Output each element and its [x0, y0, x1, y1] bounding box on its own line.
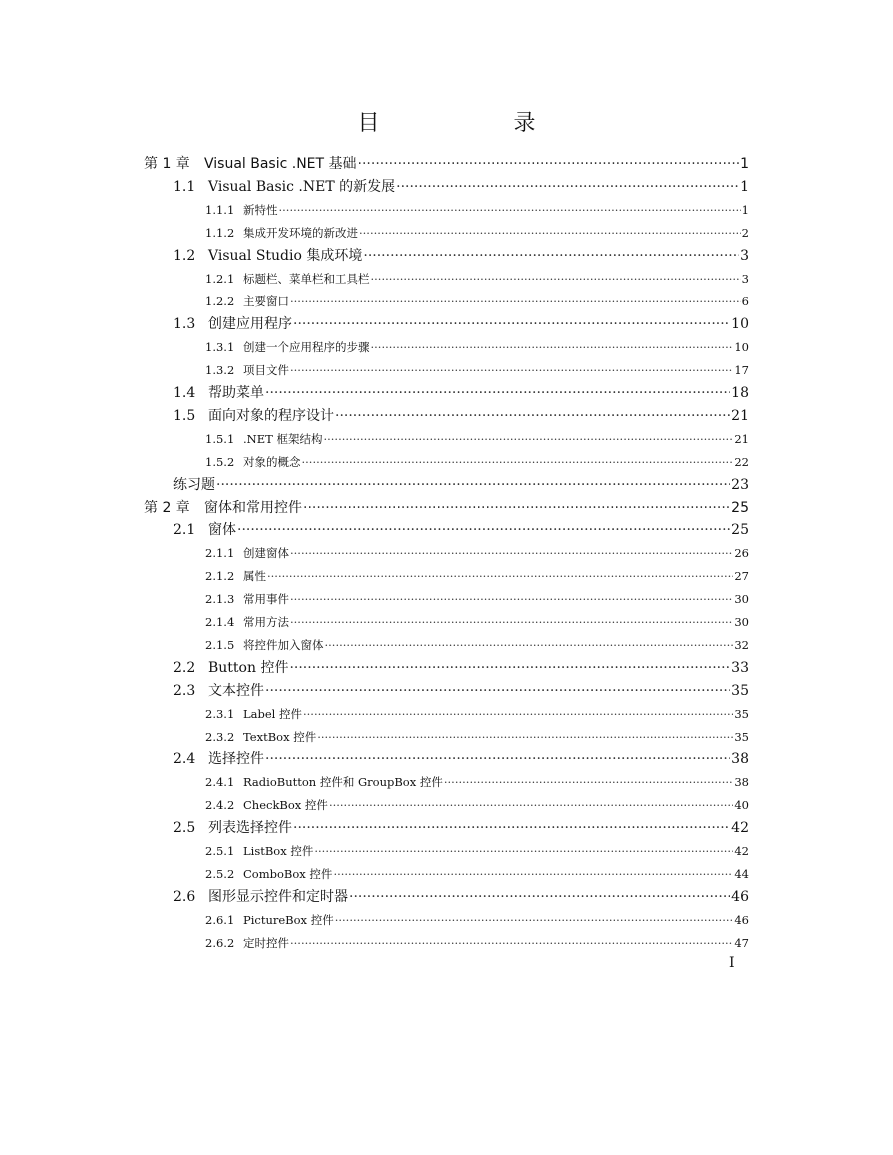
toc-entry-title: 创建窗体: [243, 546, 289, 561]
toc-dot-leader: [363, 245, 739, 268]
toc-entry-title: ListBox 控件: [243, 844, 314, 858]
toc-entry-page-number: 6: [741, 294, 749, 309]
toc-entry-title: 创建应用程序: [208, 316, 292, 333]
toc-entry-title: 帮助菜单: [208, 385, 264, 401]
toc-dot-leader: [335, 405, 730, 428]
toc-entry[interactable]: [173, 245, 749, 268]
toc-dot-leader: [290, 542, 733, 565]
toc-entry-title: PictureBox 控件: [243, 912, 334, 927]
toc-dot-leader: [279, 199, 741, 222]
toc-entry-page-number: 10: [731, 316, 749, 333]
toc-entry[interactable]: [205, 268, 749, 291]
toc-entry-number: 2.5.1: [205, 844, 235, 858]
toc-entry-title: TextBox 控件: [243, 729, 317, 744]
page-folio: I: [729, 955, 735, 971]
toc-dot-leader: [293, 817, 730, 840]
toc-entry-page-number: 1: [741, 202, 749, 217]
toc-entry-number: 1.5.2: [205, 454, 235, 469]
toc-dot-leader: [303, 497, 730, 520]
toc-entry-number: 2.1.1: [205, 546, 235, 561]
toc-entry-page-number: 35: [731, 682, 749, 699]
toc-entry-title: ComboBox 控件: [243, 866, 333, 881]
toc-entry-number: 2.5.2: [205, 866, 235, 881]
toc-entry-page-number: 25: [731, 522, 749, 539]
toc-dot-leader: [290, 611, 733, 634]
toc-entry-number: 1.1: [173, 178, 196, 195]
toc-entry-page-number: 22: [734, 454, 749, 469]
toc-entry[interactable]: [173, 474, 749, 497]
toc-entry[interactable]: [205, 565, 749, 588]
toc-entry-title: 将控件加入窗体: [243, 637, 324, 652]
toc-entry-title: 选择控件: [208, 751, 264, 768]
toc-entry-number: 2.6.2: [205, 935, 235, 950]
toc-entry-number: 2.3.1: [205, 706, 235, 721]
toc-entry-page-number: 10: [734, 340, 749, 355]
toc-entry-title: 常用事件: [243, 592, 289, 607]
toc-entry-page-number: 17: [734, 363, 749, 378]
toc-entry-page-number: 1: [740, 156, 749, 172]
toc-entry[interactable]: [205, 726, 749, 749]
toc-entry-page-number: 3: [740, 247, 749, 264]
toc-entry-page-number: 38: [731, 751, 749, 768]
toc-dot-leader: [293, 313, 730, 336]
toc-entry-number: 2.2: [173, 659, 196, 676]
toc-entry-number: 第 2 章: [144, 499, 190, 516]
toc-entry-title: .NET 框架结构: [243, 431, 323, 446]
toc-entry-page-number: 21: [734, 431, 749, 446]
toc-entry[interactable]: [173, 657, 749, 680]
toc-entry-title: Button 控件: [208, 659, 289, 676]
toc-dot-leader: [267, 565, 733, 588]
toc-entry-page-number: 35: [734, 706, 749, 721]
toc-entry-title: 练习题: [173, 476, 215, 493]
toc-entry[interactable]: [173, 405, 749, 428]
toc-entry-title: 面向对象的程序设计: [208, 407, 334, 424]
toc-entry-title: RadioButton 控件和 GroupBox 控件: [243, 775, 443, 790]
toc-entry-number: 2.1: [173, 522, 196, 539]
toc-entry-title: CheckBox 控件: [243, 798, 328, 813]
toc-dot-leader: [371, 268, 741, 291]
toc-entry-page-number: 21: [731, 407, 749, 424]
toc-entry-number: 1.1.2: [205, 225, 235, 240]
toc-entry-number: 1.2: [173, 247, 196, 264]
toc-dot-leader: [444, 771, 733, 794]
toc-entry[interactable]: [173, 817, 749, 840]
toc-entry[interactable]: [205, 336, 749, 359]
toc-entry[interactable]: [205, 909, 749, 932]
toc-dot-leader: [349, 886, 730, 909]
toc-entry-title: 标题栏、菜单栏和工具栏: [243, 271, 370, 286]
toc-entry-number: 2.4: [173, 751, 196, 768]
toc-entry-page-number: 30: [734, 592, 749, 607]
toc-dot-leader: [396, 176, 739, 199]
toc-entry[interactable]: [205, 359, 749, 382]
toc-entry-page-number: 18: [731, 385, 749, 401]
toc-entry[interactable]: [173, 382, 749, 405]
toc-dot-leader: [323, 428, 733, 451]
toc-entry-number: 2.1.3: [205, 592, 235, 607]
toc-entry-page-number: 46: [731, 888, 749, 905]
toc-entry[interactable]: [173, 176, 749, 199]
toc-entry-title: 窗体: [208, 522, 236, 539]
toc-entry-page-number: 38: [734, 775, 749, 790]
toc-entry[interactable]: [205, 588, 749, 611]
toc-entry[interactable]: [205, 703, 749, 726]
toc-entry[interactable]: [205, 290, 749, 313]
toc-dot-leader: [290, 932, 733, 955]
toc-entry-page-number: 42: [731, 820, 749, 837]
toc-entry[interactable]: [173, 519, 749, 542]
toc-entry-page-number: 23: [731, 476, 749, 493]
toc-entry-page-number: 44: [734, 866, 749, 881]
toc-dot-leader: [371, 336, 734, 359]
toc-entry[interactable]: [144, 153, 749, 176]
toc-entry-page-number: 33: [731, 659, 749, 676]
toc-dot-leader: [289, 657, 730, 680]
toc-entry-page-number: 27: [734, 569, 749, 584]
toc-dot-leader: [290, 290, 741, 313]
toc-entry-number: 1.3.1: [205, 340, 235, 355]
toc-dot-leader: [290, 359, 733, 382]
toc-entry-page-number: 35: [734, 729, 749, 744]
toc-dot-leader: [303, 703, 733, 726]
toc-entry-number: 2.3: [173, 682, 196, 699]
toc-dot-leader: [265, 680, 730, 703]
toc-entry-title: 定时控件: [243, 935, 289, 950]
toc-entry[interactable]: [205, 840, 749, 863]
toc-entry-page-number: 30: [734, 615, 749, 629]
toc-dot-leader: [317, 726, 733, 749]
toc-entry[interactable]: [205, 451, 749, 474]
toc-entry[interactable]: [173, 748, 749, 771]
toc-entry-title: 对象的概念: [243, 454, 301, 469]
toc-entry-number: 1.3.2: [205, 363, 235, 378]
toc-dot-leader: [216, 474, 730, 497]
toc-entry-page-number: 26: [734, 546, 749, 561]
toc-entry-title: 项目文件: [243, 363, 289, 378]
toc-entry-page-number: 42: [734, 844, 749, 858]
toc-entry-title: 创建一个应用程序的步骤: [243, 340, 370, 355]
toc-dot-leader: [329, 794, 733, 817]
toc-entry-page-number: 32: [734, 637, 749, 652]
toc-entry-page-number: 2: [741, 225, 749, 240]
toc-entry-number: 2.4.1: [205, 775, 235, 790]
toc-entry[interactable]: [173, 680, 749, 703]
toc-dot-leader: [290, 588, 733, 611]
toc-dot-leader: [314, 840, 733, 863]
toc-entry-number: 2.1.4: [205, 615, 235, 629]
toc-entry-page-number: 46: [734, 912, 749, 927]
toc-entry-number: 2.4.2: [205, 798, 235, 813]
toc-entry-number: 1.1.1: [205, 202, 235, 217]
toc-dot-leader: [265, 382, 730, 405]
toc-entry-page-number: 47: [734, 935, 749, 950]
toc-entry-page-number: 1: [740, 178, 749, 195]
toc-entry-title: Visual Basic .NET 的新发展: [208, 178, 396, 195]
toc-dot-leader: [302, 451, 734, 474]
toc-dot-leader: [325, 634, 734, 657]
toc-dot-leader: [359, 222, 741, 245]
toc-dot-leader: [333, 863, 733, 886]
toc-entry-title: 主要窗口: [243, 294, 289, 309]
toc-entry-title: Label 控件: [243, 706, 302, 721]
toc-dot-leader: [358, 153, 740, 176]
toc-entry[interactable]: [205, 222, 749, 245]
toc-entry-page-number: 40: [734, 798, 749, 813]
toc-entry[interactable]: [205, 428, 749, 451]
toc-entry-number: 1.5.1: [205, 431, 235, 446]
toc-entry-number: 1.3: [173, 316, 196, 333]
toc-entry-title: 列表选择控件: [208, 820, 292, 837]
toc-dot-leader: [237, 519, 730, 542]
toc-entry[interactable]: [205, 542, 749, 565]
toc-entry-number: 2.1.2: [205, 569, 235, 584]
toc-entry[interactable]: [144, 497, 749, 520]
toc-entry-title: 图形显示控件和定时器: [208, 888, 348, 905]
toc-entry-number: 1.4: [173, 385, 196, 401]
toc-entry[interactable]: [205, 634, 749, 657]
page-title: 目 录: [357, 111, 566, 136]
toc-entry-title: 集成开发环境的新改进: [243, 225, 358, 240]
toc-entry-number: 第 1 章: [144, 156, 190, 172]
toc-entry-title: 新特性: [243, 202, 278, 217]
toc-dot-leader: [265, 748, 730, 771]
toc-entry[interactable]: [205, 771, 749, 794]
toc-entry-number: 1.2.1: [205, 271, 235, 286]
toc-entry[interactable]: [173, 886, 749, 909]
toc-entry[interactable]: [205, 199, 749, 222]
toc-entry-number: 2.6: [173, 888, 196, 905]
toc-entry-page-number: 25: [731, 499, 749, 516]
toc-dot-leader: [335, 909, 734, 932]
toc-entry-number: 2.3.2: [205, 729, 235, 744]
toc-entry-number: 1.2.2: [205, 294, 235, 309]
toc-entry-title: 文本控件: [208, 682, 264, 699]
toc-entry-title: Visual Basic .NET 基础: [204, 156, 357, 172]
toc-entry[interactable]: [173, 313, 749, 336]
toc-entry[interactable]: [205, 794, 749, 817]
toc-entry-number: 2.5: [173, 820, 196, 837]
toc-entry-number: 2.6.1: [205, 912, 235, 927]
toc-entry-number: 1.5: [173, 407, 196, 424]
toc-entry[interactable]: [205, 932, 749, 955]
toc-entry-title: 常用方法: [243, 615, 289, 629]
toc-entry-title: 属性: [243, 569, 266, 584]
toc-entry-title: Visual Studio 集成环境: [208, 247, 363, 264]
toc-entry-page-number: 3: [741, 271, 749, 286]
toc-entry[interactable]: [205, 863, 749, 886]
toc-entry-title: 窗体和常用控件: [204, 499, 302, 516]
toc-entry-number: 2.1.5: [205, 637, 235, 652]
toc-entry[interactable]: [205, 611, 749, 634]
